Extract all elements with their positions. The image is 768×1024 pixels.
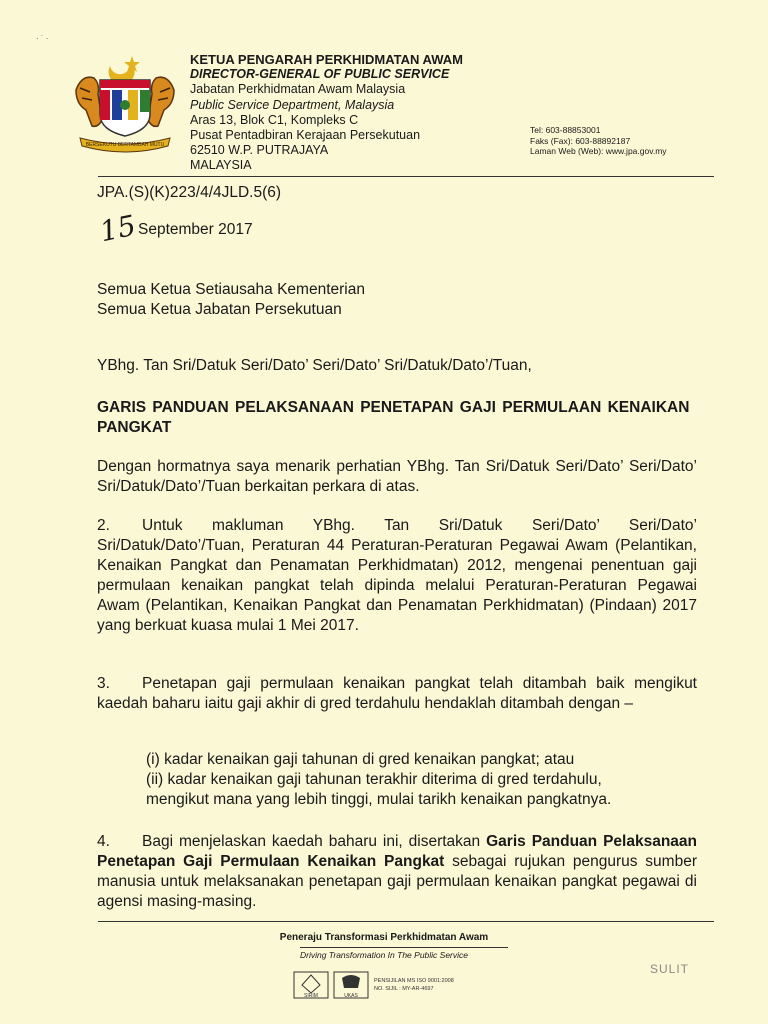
letterhead-title: KETUA PENGARAH PERKHIDMATAN AWAM bbox=[190, 52, 463, 67]
paragraph-text: sebagai rujukan pengurus sumber manusia untuk melaksanakan penetapan gaji permulaan kenaikan pangkat pegawai di agensi masing-masing. bbox=[97, 853, 697, 910]
footer-tagline-rule bbox=[300, 947, 508, 948]
address-line-1: Aras 13, Blok C1, Kompleks C bbox=[190, 112, 359, 127]
footer-tagline: Peneraju Transformasi Perkhidmatan Awam bbox=[279, 932, 489, 943]
contact-block bbox=[530, 125, 667, 157]
salutation: YBhg. Tan Sri/Datuk Seri/Dato’ Seri/Dato’ Sri/Datuk/Dato’/Tuan, bbox=[97, 357, 532, 374]
recipients bbox=[97, 280, 365, 320]
guideline-title: Garis Panduan Pelaksanaan Penetapan Gaji Permulaan Kenaikan Pangkat bbox=[97, 833, 698, 870]
ukas-label: UKAS bbox=[344, 993, 358, 999]
cert-line: PENSIJILAN MS ISO 9001:2008 bbox=[374, 978, 454, 984]
paragraph-number: 2. bbox=[97, 517, 110, 534]
address-line-4: MALAYSIA bbox=[190, 158, 252, 173]
recipient-line: Semua Ketua Setiausaha Kementerian bbox=[97, 281, 365, 298]
paragraph-text: Penetapan gaji permulaan kenaikan pangkat telah ditambah baik mengikut kaedah baharu iaitu gaji akhir di gred terdahulu hendaklah ditambah dengan – bbox=[97, 675, 697, 712]
list-item: (i) kadar kenaikan gaji tahunan di gred kenaikan pangkat; atau bbox=[146, 751, 575, 768]
certification-logos-icon bbox=[292, 970, 372, 1000]
paragraph-1: Dengan hormatnya saya menarik perhatian YBhg. Tan Sri/Datuk Seri/Dato’ Seri/Dato’ Sri/Datuk/Dato’/Tuan berkaitan perkara di atas. bbox=[97, 458, 697, 495]
letterhead-text bbox=[190, 52, 520, 174]
footer-tagline-en: Driving Transformation In The Public Service bbox=[299, 950, 469, 960]
department-name-en: Public Service Department, Malaysia bbox=[190, 97, 395, 112]
handwritten-day: 15 bbox=[96, 208, 139, 249]
letter-subject: GARIS PANDUAN PELAKSANAAN PENETAPAN GAJI PERMULAAN KENAIKAN PANGKAT bbox=[97, 399, 690, 436]
paragraph-text: Bagi menjelaskan kaedah baharu ini, disertakan bbox=[142, 833, 487, 850]
paragraph-2 bbox=[97, 516, 697, 636]
address-line-2: Pusat Pentadbiran Kerajaan Persekutuan bbox=[190, 128, 421, 143]
paragraph-number: 4. bbox=[97, 833, 110, 850]
list-item: (ii) kadar kenaikan gaji tahunan terakhir diterima di gred terdahulu, bbox=[146, 771, 602, 788]
letterhead-title-en: DIRECTOR-GENERAL OF PUBLIC SERVICE bbox=[190, 67, 450, 82]
contact-tel: Tel: 603-88853001 bbox=[530, 125, 601, 135]
reference-number: JPA.(S)(K)223/4/4JLD.5(6) bbox=[97, 184, 282, 201]
letter-date: September 2017 bbox=[138, 221, 253, 238]
list-item-continuation: mengikut mana yang lebih tinggi, mulai tarikh kenaikan pangkatnya. bbox=[146, 791, 612, 808]
contact-web: Laman Web (Web): www.jpa.gov.my bbox=[530, 146, 667, 156]
address-line-3: 62510 W.P. PUTRAJAYA bbox=[190, 143, 329, 158]
contact-fax: Faks (Fax): 603-88892187 bbox=[530, 135, 631, 146]
paragraph-text: Untuk makluman YBhg. Tan Sri/Datuk Seri/Dato’ Seri/Dato’ Sri/Datuk/Dato’/Tuan, Peraturan 44 Peraturan-Peraturan Pegawai Awam (Pelantikan, Kenaikan Pangkat dan Penamatan Perkhidmatan) 2012, mengenai penentuan gaji permulaan kenaikan pangkat telah dipinda melalui Peraturan-Peraturan Pegawai Awam (Pelantikan, Kenaikan Pangkat dan Penamatan Perkhidmatan) (Pindaan) 2017 yang berkuat kuasa mulai 1 Mei 2017. bbox=[97, 517, 697, 634]
paragraph-4 bbox=[97, 832, 697, 912]
crest-motto: BERSEKUTU BERTAMBAH MUTU bbox=[85, 142, 165, 148]
malaysia-coat-of-arms-icon bbox=[70, 50, 180, 155]
footer-divider bbox=[98, 921, 714, 922]
iso-certification bbox=[374, 977, 454, 993]
department-name: Jabatan Perkhidmatan Awam Malaysia bbox=[190, 82, 406, 97]
classification-stamp: SULIT bbox=[650, 962, 690, 976]
salary-options-list bbox=[146, 750, 706, 810]
paragraph-number: 3. bbox=[97, 675, 110, 692]
header-divider bbox=[98, 176, 714, 177]
paragraph-3 bbox=[97, 674, 697, 714]
sirim-label: SIRIM bbox=[304, 993, 318, 999]
recipient-line: Semua Ketua Jabatan Persekutuan bbox=[97, 301, 342, 318]
scan-specks: · ˙ · bbox=[36, 34, 49, 43]
cert-line: NO. SIJIL : MY-AR-4697 bbox=[374, 986, 434, 992]
